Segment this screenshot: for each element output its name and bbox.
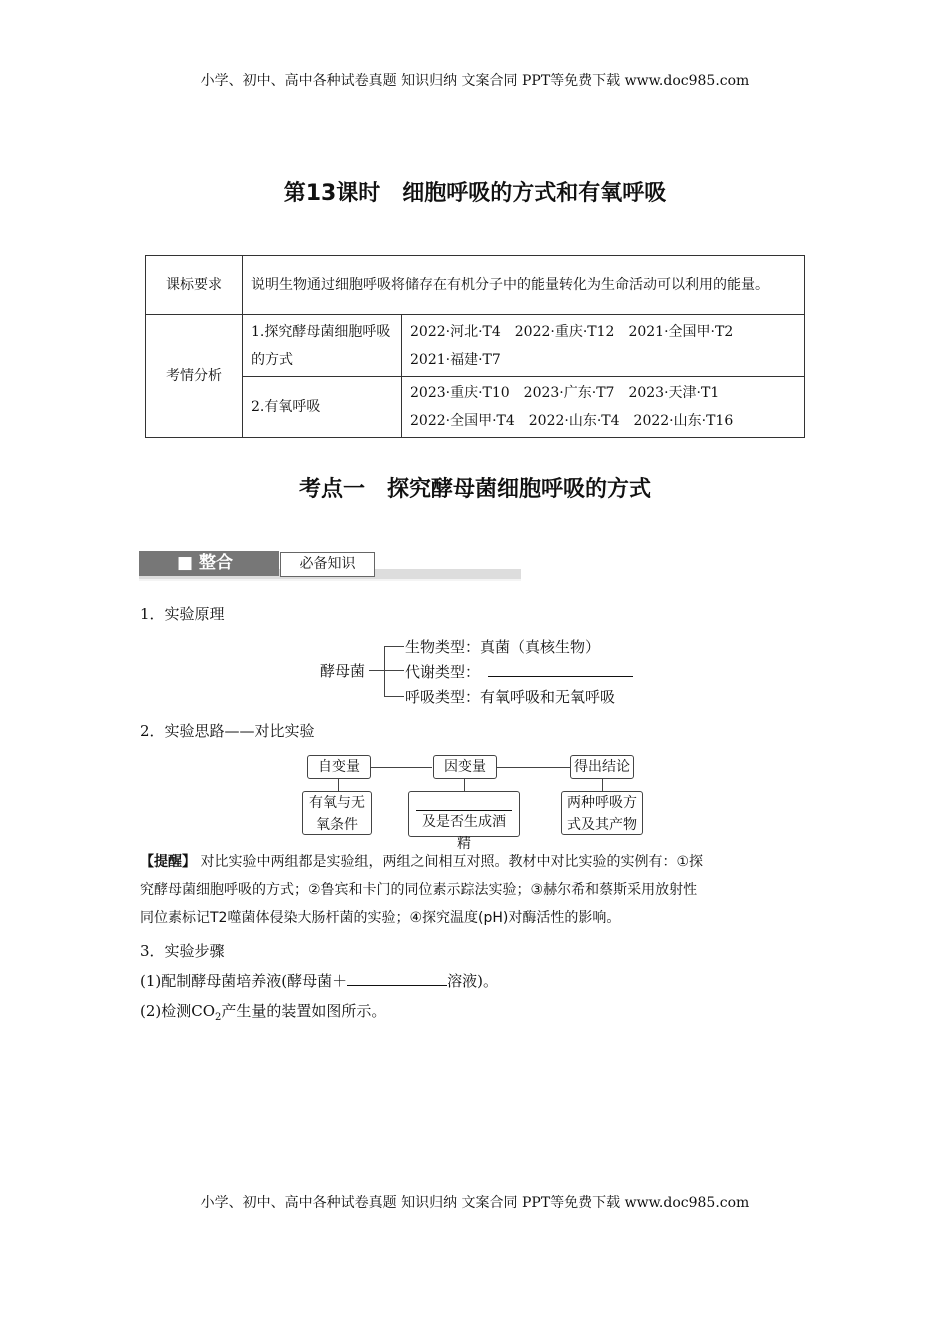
tip-note xyxy=(140,848,703,932)
measure-text: 及是否生成酒精 xyxy=(416,810,512,855)
step-2-text-end: 产生量的装置如图所示。 xyxy=(221,1002,387,1020)
requirements-table xyxy=(145,255,805,438)
table-cell xyxy=(402,377,805,438)
tip-line: 究酵母菌细胞呼吸的方式；②鲁宾和卡门的同位素示踪法实验；③赫尔希和蔡斯采用放射性 xyxy=(140,882,698,898)
tip-label: 【提醒】 xyxy=(140,854,196,870)
branch-label: 代谢类型： xyxy=(405,663,481,681)
table-cell xyxy=(402,315,805,377)
flow-box-condition: 有氧与无氧条件 xyxy=(302,791,372,835)
flow-box-measure xyxy=(408,791,520,852)
heading-3: 3．实验步骤 xyxy=(140,942,225,960)
step-1-text: (1)配制酵母菌培养液(酵母菌＋ xyxy=(140,972,348,990)
ref-line: 2022·全国甲·T4 2022·山东·T4 2022·山东·T16 xyxy=(410,413,734,429)
flow-box-result: 两种呼吸方式及其产物 xyxy=(561,791,643,835)
page-header: 小学、初中、高中各种试卷真题 知识归纳 文案合同 PPT等免费下载 www.doc985.com xyxy=(200,73,750,89)
yeast-branch xyxy=(405,661,633,682)
yeast-root: 酵母菌 xyxy=(320,662,366,680)
ref-line: 2023·重庆·T10 2023·广东·T7 2023·天津·T1 xyxy=(410,385,720,401)
table-cell: 说明生物通过细胞呼吸将储存在有机分子中的能量转化为生命活动可以利用的能量。 xyxy=(243,256,805,315)
step-2-text: (2)检测CO xyxy=(140,1002,216,1020)
table-cell: 1.探究酵母菌细胞呼吸的方式 xyxy=(243,315,402,377)
banner-dark-label: ■ 整合 xyxy=(177,553,233,573)
table-label: 课标要求 xyxy=(146,256,243,315)
fill-blank xyxy=(488,676,633,677)
banner-dark xyxy=(139,551,279,576)
banner-light-label: 必备知识 xyxy=(280,552,375,577)
ref-line: 2021·福建·T7 xyxy=(410,351,501,368)
heading-2: 2．实验思路——对比实验 xyxy=(140,722,315,740)
section-title: 考点一 探究酵母菌细胞呼吸的方式 xyxy=(298,477,651,502)
step-2 xyxy=(140,1000,386,1023)
flow-box-dependent: 因变量 xyxy=(433,755,497,779)
heading-1: 1．实验原理 xyxy=(140,605,225,623)
table-label: 考情分析 xyxy=(146,315,243,438)
section-banner xyxy=(139,551,521,581)
fill-blank xyxy=(347,985,447,986)
flow-box-independent: 自变量 xyxy=(307,755,371,779)
tip-line: 同位素标记T2噬菌体侵染大肠杆菌的实验；④探究温度(pH)对酶活性的影响。 xyxy=(140,910,621,926)
step-1-text-end: 溶液)。 xyxy=(447,972,498,990)
yeast-branch: 呼吸类型：有氧呼吸和无氧呼吸 xyxy=(405,688,616,706)
tip-line: 对比实验中两组都是实验组，两组之间相互对照。教材中对比实验的实例有：①探 xyxy=(200,854,704,870)
step-1 xyxy=(140,970,498,991)
page-footer: 小学、初中、高中各种试卷真题 知识归纳 文案合同 PPT等免费下载 www.doc985.com xyxy=(200,1195,750,1211)
ref-line: 2022·河北·T4 2022·重庆·T12 2021·全国甲·T2 xyxy=(410,323,734,340)
page-title: 第13课时 细胞呼吸的方式和有氧呼吸 xyxy=(283,181,667,206)
flow-box-conclusion: 得出结论 xyxy=(570,755,634,779)
yeast-branch: 生物类型：真菌（真核生物） xyxy=(405,638,601,656)
subscript: 2 xyxy=(215,1012,222,1023)
table-cell: 2.有氧呼吸 xyxy=(243,377,402,438)
